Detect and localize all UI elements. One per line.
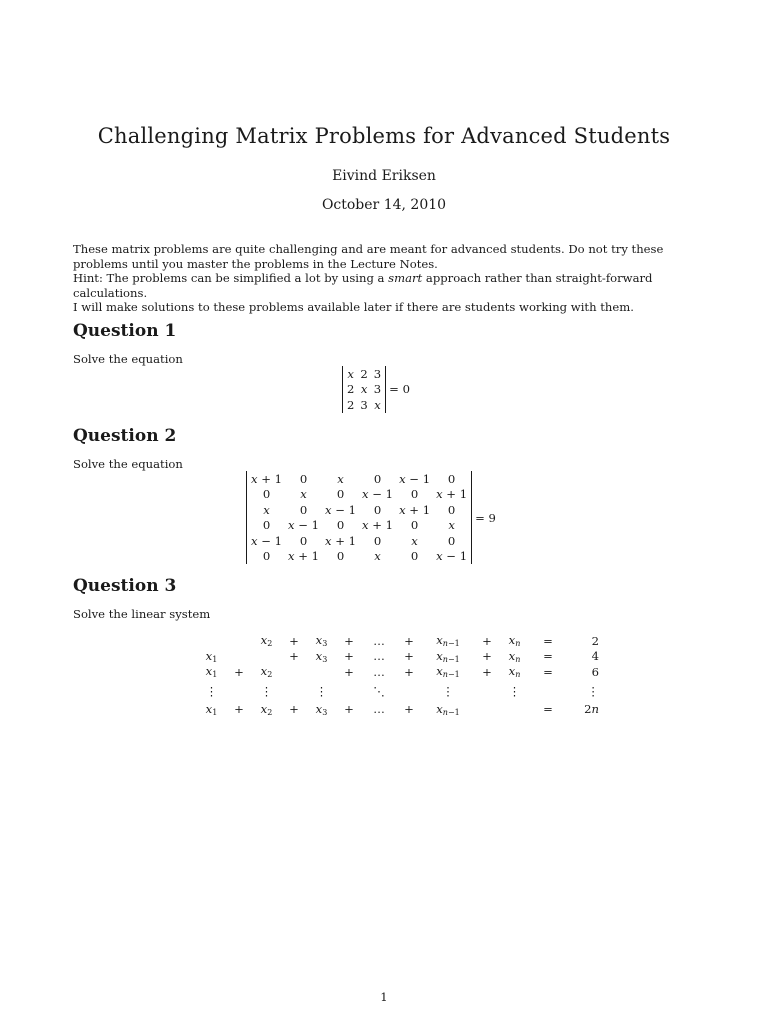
system-term: + — [482, 664, 492, 679]
q1-matrix-row — [344, 382, 384, 398]
system-term: + — [289, 649, 299, 664]
q2-matrix-cell: 0 — [373, 533, 382, 548]
system-term: $x_2$ — [260, 664, 273, 680]
intro-paragraph — [73, 242, 701, 315]
system-equation-row — [199, 649, 599, 665]
q2-matrix-cell: 0 — [447, 471, 456, 486]
q2-matrix-row — [248, 471, 470, 487]
q2-matrix-cell: 0 — [410, 518, 419, 533]
paper-date: October 14, 2010 — [321, 197, 447, 213]
q2-matrix-cell: 0 — [410, 487, 419, 502]
hint-prefix: Hint: The problems can be simplified a lot by using a — [73, 271, 389, 286]
q2-matrix-cell: 0 — [336, 487, 345, 502]
system-equation-row — [199, 664, 599, 680]
q2-matrix-row — [248, 518, 470, 534]
system-term: $x_3$ — [315, 648, 328, 664]
question-3-heading: Question 3 — [73, 576, 177, 596]
q2-matrix-cell: x + 1 — [251, 471, 283, 486]
q1-matrix-cell: 2 — [347, 382, 355, 397]
system-term: + — [482, 649, 492, 664]
question-2-prompt: Solve the equation — [73, 457, 183, 471]
question-1-matrix — [344, 366, 384, 413]
q1-matrix-cell: x — [347, 366, 354, 381]
hint-emphasis: smart — [388, 271, 423, 286]
system-term: + — [344, 702, 354, 717]
q2-matrix-cell: 0 — [373, 502, 382, 517]
system-term: + — [404, 633, 414, 648]
q2-matrix-cell: 0 — [299, 502, 308, 517]
hint-suffix: approach rather than straight-forward calculations. — [73, 271, 653, 300]
q2-matrix-cell: x + 1 — [436, 487, 468, 502]
q1-matrix-cell: 2 — [360, 366, 368, 381]
author-name: Eivind Eriksen — [332, 168, 436, 184]
q1-matrix-cell: 3 — [373, 382, 382, 397]
system-term — [394, 680, 424, 702]
intro-line-3: I will make solutions to these problems available later if there are students working with them. — [73, 300, 634, 315]
question-3-linear-system — [199, 633, 599, 717]
system-term: 4 — [591, 649, 599, 664]
q2-matrix-row — [248, 487, 470, 503]
system-equation-row — [199, 702, 599, 718]
system-term: + — [289, 702, 299, 717]
system-term: + — [234, 664, 244, 679]
question-1-prompt: Solve the equation — [73, 352, 183, 366]
system-term: … — [373, 664, 385, 679]
q2-matrix-cell: x — [300, 487, 307, 502]
q2-matrix-cell: 0 — [336, 549, 345, 564]
system-term: + — [344, 649, 354, 664]
q1-matrix-row — [344, 366, 384, 382]
q2-matrix-cell: 0 — [447, 502, 456, 517]
q2-matrix-cell: x + 1 — [288, 549, 320, 564]
q1-matrix-cell: 3 — [360, 397, 368, 412]
system-term: 2n — [584, 702, 599, 717]
question-1-determinant — [342, 366, 410, 413]
question-2-matrix — [248, 471, 470, 564]
q2-matrix-cell: x — [448, 518, 455, 533]
system-term: $x_n$ — [508, 664, 521, 680]
system-term: $x_n$ — [508, 648, 521, 664]
q2-matrix-cell: 0 — [262, 549, 271, 564]
system-term: ⋮ — [260, 683, 273, 698]
q2-matrix-cell: x − 1 — [325, 502, 357, 517]
system-term: … — [373, 649, 385, 664]
system-term: $x_2$ — [260, 633, 273, 649]
linear-system-table — [199, 633, 599, 717]
system-term — [199, 633, 224, 649]
system-term: $x_2$ — [260, 701, 273, 717]
system-term: 2 — [591, 633, 599, 648]
question-3-prompt: Solve the linear system — [73, 607, 211, 621]
system-term — [224, 649, 254, 665]
system-term: = — [543, 702, 553, 717]
system-term: ⋮ — [205, 683, 218, 698]
system-equation-row — [199, 633, 599, 649]
question-2-rhs: = 9 — [475, 510, 496, 525]
q2-matrix-row — [248, 549, 470, 565]
system-term: + — [289, 633, 299, 648]
system-term: = — [543, 664, 553, 679]
system-term: ⋮ — [587, 683, 599, 698]
q2-matrix-cell: x — [374, 549, 381, 564]
system-term — [334, 680, 364, 702]
system-term — [224, 680, 254, 702]
intro-hint — [73, 271, 701, 300]
system-term: ⋱ — [373, 683, 385, 698]
q1-matrix-cell: x — [374, 397, 381, 412]
system-term: $x_n$ — [508, 633, 521, 649]
q2-matrix-cell: 0 — [336, 518, 345, 533]
system-term: + — [234, 702, 244, 717]
paper-title: Challenging Matrix Problems for Advanced Students — [97, 124, 671, 148]
system-term: $x_{n-1}$ — [436, 664, 460, 680]
system-term: ⋮ — [508, 683, 521, 698]
system-term: … — [373, 633, 385, 648]
system-term: $x_{n-1}$ — [436, 648, 460, 664]
q2-matrix-cell: 0 — [299, 471, 308, 486]
system-term: $x_1$ — [205, 648, 218, 664]
system-term — [279, 680, 309, 702]
q2-matrix-cell: x — [263, 502, 270, 517]
system-term — [527, 680, 569, 702]
question-2-determinant — [246, 471, 496, 564]
system-term: … — [373, 702, 385, 717]
system-term: = — [543, 649, 553, 664]
system-term: $x_3$ — [315, 633, 328, 649]
q2-matrix-cell: 0 — [299, 533, 308, 548]
q2-matrix-cell: 0 — [373, 471, 382, 486]
system-term — [224, 633, 254, 649]
system-term — [279, 664, 309, 680]
system-term: $x_3$ — [315, 701, 328, 717]
q2-matrix-cell: x + 1 — [325, 533, 357, 548]
q2-matrix-cell: x − 1 — [399, 471, 431, 486]
q2-matrix-cell: 0 — [410, 549, 419, 564]
q2-matrix-cell: 0 — [262, 487, 271, 502]
system-term — [309, 664, 334, 680]
system-term: + — [404, 664, 414, 679]
system-term — [502, 702, 527, 718]
q2-matrix-row — [248, 502, 470, 518]
system-term — [254, 649, 279, 665]
intro-line-1: These matrix problems are quite challenging and are meant for advanced students. Do not try these problems until you master the problems in the Lecture Notes. — [73, 242, 664, 271]
system-term: ⋮ — [442, 683, 454, 698]
q1-matrix-cell: 2 — [347, 397, 355, 412]
question-2-heading: Question 2 — [73, 426, 177, 446]
question-1-rhs: = 0 — [389, 382, 410, 397]
q2-matrix-cell: x + 1 — [362, 518, 394, 533]
page-number: 1 — [380, 990, 388, 1004]
system-term: + — [344, 664, 354, 679]
system-term: = — [543, 633, 553, 648]
system-term: + — [344, 633, 354, 648]
q2-matrix-cell: 0 — [262, 518, 271, 533]
system-term: $x_{n-1}$ — [436, 701, 460, 717]
system-term: $x_{n-1}$ — [436, 633, 460, 649]
q2-matrix-cell: x — [411, 533, 418, 548]
q2-matrix-cell: x − 1 — [288, 518, 320, 533]
q2-matrix-cell: x — [337, 471, 344, 486]
system-term: ⋮ — [315, 683, 328, 698]
q2-matrix-cell: x − 1 — [436, 549, 468, 564]
q2-matrix-cell: x − 1 — [251, 533, 283, 548]
system-equation-row — [199, 680, 599, 702]
q2-matrix-cell: x + 1 — [399, 502, 431, 517]
system-term: + — [404, 702, 414, 717]
system-term: $x_1$ — [205, 664, 218, 680]
system-term: $x_1$ — [205, 701, 218, 717]
q2-matrix-row — [248, 533, 470, 549]
q2-matrix-cell: x − 1 — [362, 487, 394, 502]
system-term: + — [404, 649, 414, 664]
system-term: 6 — [591, 664, 599, 679]
system-term — [472, 702, 502, 718]
q1-matrix-cell: 3 — [373, 366, 382, 381]
q2-matrix-cell: 0 — [447, 533, 456, 548]
system-term: + — [482, 633, 492, 648]
q1-matrix-cell: x — [360, 382, 368, 397]
q1-matrix-row — [344, 397, 384, 413]
question-1-heading: Question 1 — [73, 321, 177, 341]
system-term — [472, 680, 502, 702]
